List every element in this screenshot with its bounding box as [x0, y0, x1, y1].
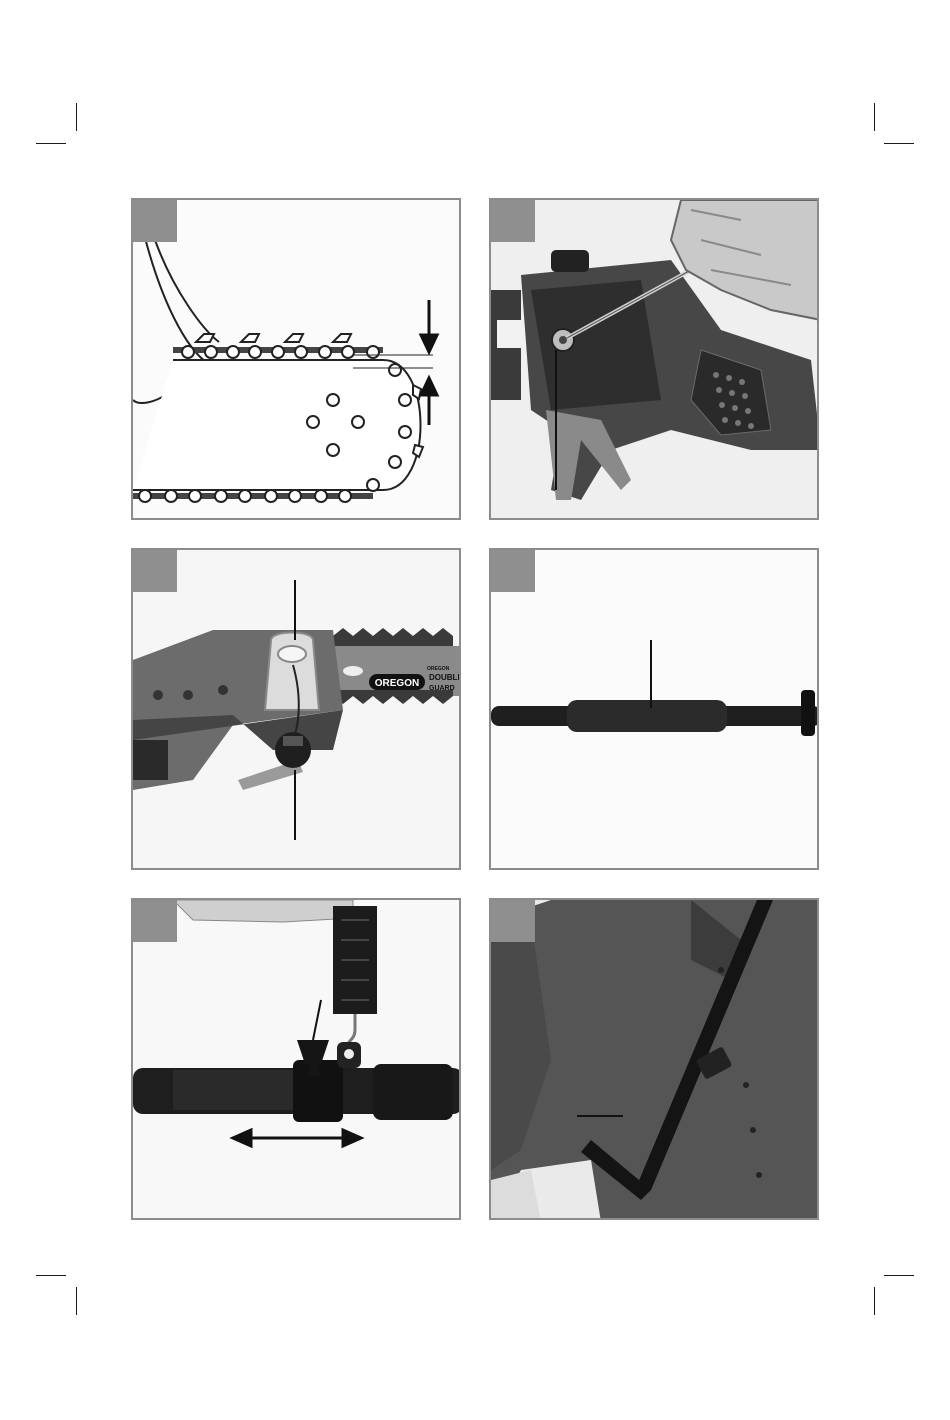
crop-mark [884, 1275, 914, 1276]
crop-mark [874, 1287, 875, 1315]
figure-number-tab [133, 200, 177, 242]
crop-mark [36, 143, 66, 144]
tension-arrows [421, 300, 437, 425]
figure-number-tab [491, 200, 535, 242]
figure-number-tab [133, 550, 177, 592]
figure-number-tab [491, 550, 535, 592]
figure-oil-tank [131, 548, 461, 870]
oil-tank-photo [133, 550, 461, 870]
bar-marking-small: OREGON [427, 666, 450, 672]
crop-mark [76, 103, 77, 131]
figure-bar-bolt [489, 198, 819, 520]
crop-mark [76, 1287, 77, 1315]
strap-eyelet-photo [133, 900, 461, 1220]
bar-marking-1: DOUBLE [429, 673, 463, 682]
figure-strap-eyelet [131, 898, 461, 1220]
chain-bar-illustration [133, 200, 461, 520]
figure-telescopic-pole [489, 548, 819, 870]
figure-number-tab [133, 900, 177, 942]
figure-chain-tension [131, 198, 461, 520]
pole-photo [491, 550, 819, 870]
crop-mark [874, 103, 875, 131]
oregon-logo: OREGON [374, 678, 420, 689]
crop-mark [884, 143, 914, 144]
figure-number-tab [491, 900, 535, 942]
shoulder-strap-photo [491, 900, 819, 1220]
figure-shoulder-strap [489, 898, 819, 1220]
saw-head-photo [491, 200, 819, 520]
crop-mark [36, 1275, 66, 1276]
bar-marking-2: GUARD [429, 685, 455, 692]
